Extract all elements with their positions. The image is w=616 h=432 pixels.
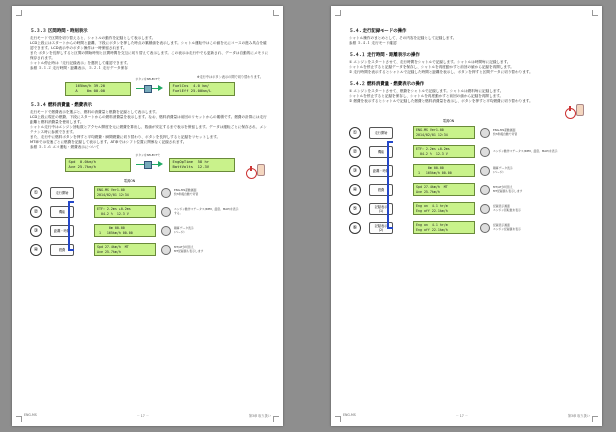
step-description: ENG-MS起動画面 約3秒後自動で切替 [493, 127, 518, 136]
paragraph: シャトル操作のまとめとして、その内容を記録として記録します。 [349, 36, 457, 40]
step-number: ③ [349, 165, 361, 177]
status-icon [480, 166, 490, 176]
status-icon [161, 245, 171, 255]
flow-title: 電源ON [442, 119, 455, 123]
mode-button: 燃費 [50, 244, 74, 256]
paragraph: 走行モードで区間を切り替えると、シャトルの動作を記録として表示します。 [30, 36, 156, 40]
mode-button: 走行開始 [50, 187, 74, 199]
step-number: ⑥ [349, 222, 361, 234]
page-number: － 17 － [136, 414, 150, 418]
section-title: ５.４. 走行記録モードの操作 [349, 29, 407, 34]
lcd-display: 165km/h 39.20 A 0m 00.00 [65, 82, 131, 96]
arrow-label: ボタンをSELECTで [135, 77, 161, 81]
mode-button: 機能 [369, 146, 393, 158]
arrow-label: ボタンをSELECTで [135, 153, 161, 157]
reference-note: 参照 ５.１.２ 走行時間・距離表示、５.２.１ 走行データ保存 [30, 66, 128, 70]
step-description: 積算データ表示 (ページ) [493, 165, 513, 174]
step-description: MT/ATが切替え MT記録値も表示します [174, 244, 204, 253]
operation-flow-diagram [30, 178, 269, 259]
flow-step [30, 221, 269, 240]
step-number: ② [30, 206, 42, 218]
step-number: ③ [30, 225, 42, 237]
lcd-figure-2 [30, 153, 269, 172]
mode-button: 記録表示 (1) [369, 203, 393, 215]
hand-press-icon [257, 164, 265, 176]
lcd-display: Spd 27.4km/h MT Ave 25.7km/h [413, 183, 475, 196]
lcd-display: ETF: 2.2ms +0.2ms 04.2 % 12.3 V [94, 205, 156, 218]
flow-step [349, 142, 588, 161]
status-icon [480, 185, 490, 195]
chapter-label: 第3章 取り扱い [567, 414, 590, 418]
paragraph: ① エンジンをスタートさせて、走行時間をシャトルで記録します。シャトルは時間毎に記録します。 [349, 60, 511, 64]
paragraph: ② 走行時間を表示するとシャトルで記録した時間と距離を表示し、ボタンを押すと区間データに切り替わります。 [349, 70, 533, 74]
flow-step [349, 199, 588, 218]
paragraph: ② 燃費を表示するとシャトルで記録した燃費と燃料消費量を表示し、ボタンを押すと平均燃費に切り替わります。 [349, 99, 533, 103]
paragraph: シャトル走行中はエンジン回転数とアクセル開度を元に燃費を算出し、数値が安定するまで表示を保留します。データは運転ごとに保存され、メンテナンス時に参照できます。 [30, 125, 267, 134]
step-number: ① [349, 127, 361, 139]
paragraph: シャトルを停止すると記録データを保存し、シャトルを再度動かすと前回の値から記録を再開します。 [349, 65, 514, 69]
power-icon [246, 168, 257, 179]
step-description: ENG-MS起動画面 約3秒後自動で切替 [174, 187, 199, 196]
step-description: 記録表示画面 エンジン回転数を表示 [493, 203, 521, 212]
mode-button: 燃費 [369, 184, 393, 196]
lcd-display: Spd 0.0km/h Ave 25.7km/h [65, 158, 131, 172]
mode-button: 機能 [50, 206, 74, 218]
flow-step [349, 218, 588, 237]
page-number: － 17 － [455, 414, 469, 418]
paragraph: LCD上段に現在の燃費、下段にスタートからの燃料消費量を表示します。なお、燃料消費量は前回のリセットからの累積です。燃費の計算には走行距離と燃料消費量を使用します。 [30, 115, 267, 124]
flow-step [349, 180, 588, 199]
paragraph: また、走行中に燃料ボタンを押すと平均燃費・瞬間燃費に切り替わり、ボタンを長押しすると記録をリセットします。 [30, 135, 221, 139]
paragraph: MT車では変速ごとに燃費を記録して表示します。AT車ではシフト位置に関係なく記録されます。 [30, 140, 187, 144]
flow-step [30, 240, 269, 259]
footer-left: ENG-MS [24, 413, 37, 417]
flow-step [349, 161, 588, 180]
step-description: MT/ATが切替え MT記録値も表示します [493, 184, 523, 193]
section-title: ５.４.２ 燃料消費量・燃費表示の操作 [349, 82, 425, 87]
page-footer [343, 413, 590, 418]
figure-caption: ※走行中はボタン表示の間で切り替わります。 [196, 75, 263, 79]
flow-step [30, 202, 269, 221]
connector-arrow-icon [135, 77, 164, 96]
lcd-display: 0m 00.00 1 165km/h 00.00 [413, 164, 475, 177]
step-number: ④ [30, 244, 42, 256]
section-title: ５.３.３ 区間時間・時刻表示 [30, 29, 88, 34]
lcd-display: ENG-MS Ver1.00 2014/02/01 12:34 [413, 126, 475, 139]
mode-button: 距離・時間 [369, 165, 393, 177]
status-icon [480, 128, 490, 138]
status-icon [480, 204, 490, 214]
footer-left: ENG-MS [343, 413, 356, 417]
step-description: 記録表示画面 エンジン記録値を表示 [493, 222, 521, 231]
status-icon [161, 188, 171, 198]
reference-note: 参照 ５.４.１ 走行モード確認 [349, 41, 397, 45]
mode-button: 記録表示 (2) [369, 222, 393, 234]
chapter-label: 第3章 取り扱い [248, 414, 271, 418]
status-icon [161, 207, 171, 217]
step-number: ④ [349, 184, 361, 196]
paragraph: シャトルを停止すると記録を保存し、シャトルを再度動かすと前回の値から記録を再開します。 [349, 94, 504, 98]
connector-arrow-icon [135, 153, 164, 172]
lcd-display: Eng on 4.1 hr/m Eng off 22.1km/h [413, 221, 475, 234]
mode-button: 距離・時間 [50, 225, 74, 237]
paragraph: シャトル停止時は「走行記録表示」を選択して確認できます。 [30, 61, 131, 65]
document-page-right [331, 6, 602, 426]
flow-step [30, 183, 269, 202]
status-icon [480, 223, 490, 233]
step-number: ⑤ [349, 203, 361, 215]
power-icon [565, 108, 576, 119]
lcd-display: EngOpTime 58 hr BattVolts 12.3V [169, 158, 235, 172]
status-icon [480, 147, 490, 157]
reference-note: 参照 ５.１.６ エコ運転・燃費表示について [30, 145, 100, 149]
lcd-display: Spd 27.4km/h MT Ave 25.7km/h [94, 243, 156, 256]
section-title: ５.４.１ 走行時間・距離表示の操作 [349, 53, 420, 58]
lcd-display: ENG-MS Ver1.00 2014/02/01 12:34 [94, 186, 156, 199]
document-page-left [12, 6, 283, 426]
hand-press-icon [576, 104, 584, 116]
operation-flow-diagram [349, 118, 588, 237]
step-description: 積算データ表示 (ページ) [174, 225, 194, 234]
loop-bracket [387, 141, 393, 229]
section-title: ５.３.４ 燃料消費量・燃費表示 [30, 103, 92, 108]
lcd-display: Eng on 4.1 hr/m Eng off 22.1km/h [413, 202, 475, 215]
step-number: ① [30, 187, 42, 199]
step-number: ② [349, 146, 361, 158]
lcd-display: FuelCns 4.0 km/ FuelEff 25.00km/L [169, 82, 235, 96]
step-description: エンジン動作ステータス(RPM、温度、MAP)を表示 [493, 148, 558, 153]
paragraph: 走行モードで燃費表示を選ぶと、燃料の消費量と燃費を記録として表示します。 [30, 110, 159, 114]
mode-button: 走行開始 [369, 127, 393, 139]
lcd-display: 0m 00.00 1 165km/h 00.00 [94, 224, 156, 237]
paragraph: ① エンジンをスタートさせて、燃費をシャトルで記録します。シャトルは燃料毎に記録します。 [349, 89, 504, 93]
lcd-display: ETF: 2.2ms +0.2ms 04.2 % 12.3 V [413, 145, 475, 158]
paragraph: LCD上段にはスタートからの時間と距離、下段にボタンを押した時点の累積値を表示します。シャトル運転中はこの値を元にコースの進み具合を確認できます。LCD表示中のボタン操作は一時保留されます。 [30, 41, 267, 50]
flow-step [349, 123, 588, 142]
page-footer [24, 413, 271, 418]
step-description: エンジン動作ステータス(RPM、温度、MAP)を表示 する。 [174, 206, 239, 215]
loop-bracket [68, 201, 74, 251]
paragraph: また ボタンを長押しすると区間の開始時刻と区間時間を交互に切り替えて表示します。この表示は走行中でも更新され、データは自動的にメモリに保存されます。 [30, 51, 269, 60]
flow-title: 電源ON [123, 179, 136, 183]
status-icon [161, 226, 171, 236]
